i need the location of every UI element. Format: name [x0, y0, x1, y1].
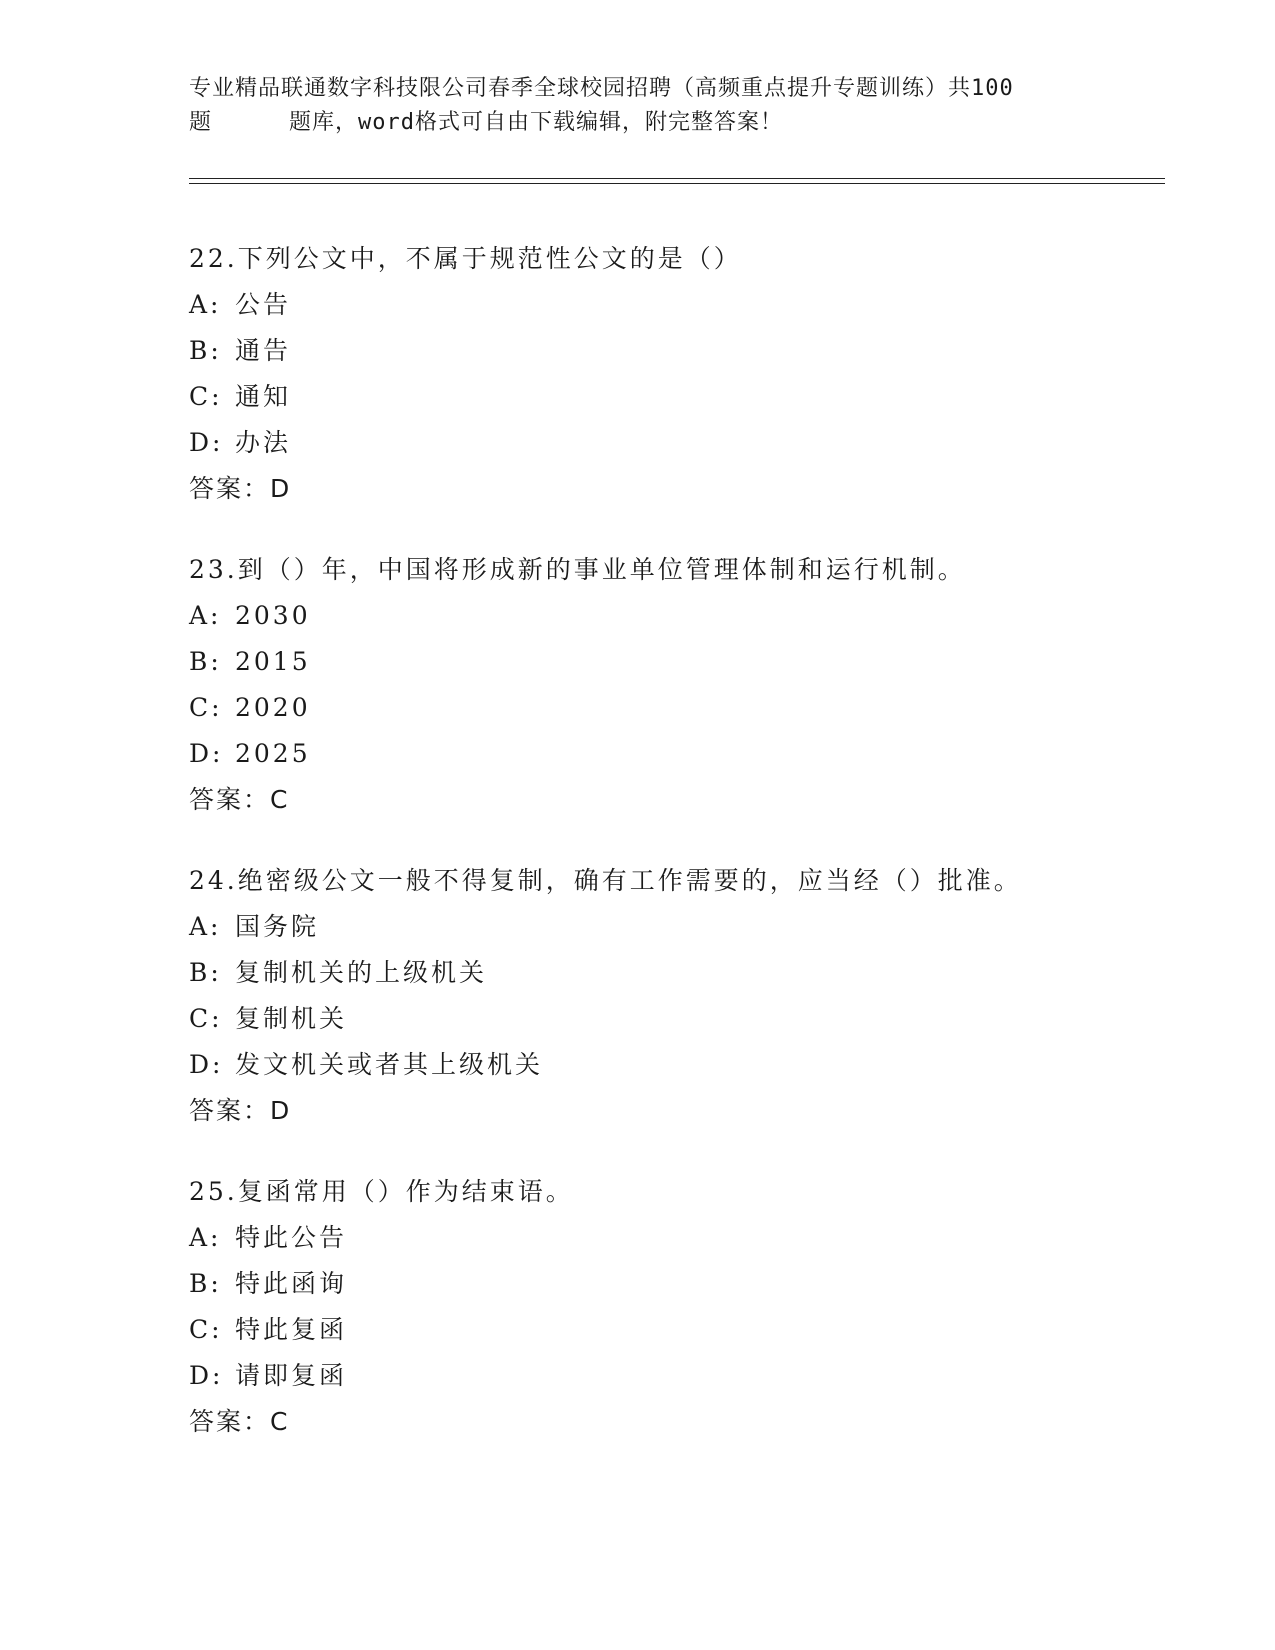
- option-text: 国务院: [235, 912, 320, 941]
- option-text: 请即复函: [235, 1361, 348, 1390]
- option-text: 通告: [235, 336, 292, 365]
- question-list: [189, 236, 1149, 1480]
- option-c: [189, 374, 1149, 420]
- option-letter: C:: [189, 1315, 223, 1344]
- option-letter: A:: [189, 1223, 222, 1252]
- header-divider-bottom: [189, 183, 1165, 184]
- option-letter: B:: [189, 958, 222, 987]
- option-text: 复制机关: [235, 1004, 348, 1033]
- option-b: [189, 950, 1149, 996]
- header-line-2: [189, 106, 1089, 140]
- answer-line: 答案：D: [189, 1096, 292, 1125]
- option-letter: D:: [189, 739, 224, 768]
- question-title: 25.复函常用（）作为结束语。: [189, 1177, 574, 1206]
- option-text: 公告: [235, 290, 292, 319]
- option-letter: C:: [189, 382, 223, 411]
- option-text: 2030: [235, 601, 311, 630]
- option-d: [189, 420, 1149, 466]
- option-letter: B:: [189, 336, 222, 365]
- option-letter: D:: [189, 1050, 224, 1079]
- option-d: [189, 731, 1149, 777]
- option-text: 通知: [235, 382, 292, 411]
- option-a: [189, 282, 1149, 328]
- option-letter: D:: [189, 428, 224, 457]
- option-b: [189, 639, 1149, 685]
- header-divider-top: [189, 178, 1165, 179]
- header-line-1: 专业精品联通数字科技限公司春季全球校园招聘（高频重点提升专题训练）共100: [189, 76, 1014, 101]
- header-line-2-lead: 题: [189, 110, 213, 135]
- option-text: 办法: [235, 428, 292, 457]
- option-letter: A:: [189, 912, 222, 941]
- option-text: 特此函询: [235, 1269, 348, 1298]
- answer-line: 答案：D: [189, 474, 292, 503]
- answer-line: 答案：C: [189, 1407, 290, 1436]
- question-25: [189, 1169, 1149, 1445]
- option-d: [189, 1042, 1149, 1088]
- option-c: [189, 685, 1149, 731]
- question-24: [189, 858, 1149, 1134]
- option-text: 2025: [235, 739, 311, 768]
- option-letter: B:: [189, 1269, 222, 1298]
- option-text: 2020: [235, 693, 311, 722]
- option-text: 2015: [235, 647, 311, 676]
- question-title: 24.绝密级公文一般不得复制，确有工作需要的，应当经（）批准。: [189, 866, 1022, 895]
- answer-line: 答案：C: [189, 785, 290, 814]
- option-b: [189, 1261, 1149, 1307]
- question-title: 23.到（）年，中国将形成新的事业单位管理体制和运行机制。: [189, 555, 966, 584]
- option-a: [189, 593, 1149, 639]
- question-23: [189, 547, 1149, 823]
- question-22: [189, 236, 1149, 512]
- option-text: 特此复函: [235, 1315, 348, 1344]
- option-letter: A:: [189, 601, 222, 630]
- document-header: [189, 72, 1089, 140]
- option-letter: C:: [189, 1004, 223, 1033]
- option-text: 特此公告: [235, 1223, 348, 1252]
- option-text: 复制机关的上级机关: [235, 958, 488, 987]
- option-letter: C:: [189, 693, 223, 722]
- option-letter: B:: [189, 647, 222, 676]
- question-title: 22.下列公文中，不属于规范性公文的是（）: [189, 244, 742, 273]
- option-a: [189, 904, 1149, 950]
- option-c: [189, 996, 1149, 1042]
- header-line-2-rest: 题库，word格式可自由下载编辑，附完整答案！: [289, 110, 783, 135]
- option-b: [189, 328, 1149, 374]
- option-text: 发文机关或者其上级机关: [235, 1050, 544, 1079]
- option-letter: D:: [189, 1361, 224, 1390]
- option-a: [189, 1215, 1149, 1261]
- option-c: [189, 1307, 1149, 1353]
- option-letter: A:: [189, 290, 222, 319]
- option-d: [189, 1353, 1149, 1399]
